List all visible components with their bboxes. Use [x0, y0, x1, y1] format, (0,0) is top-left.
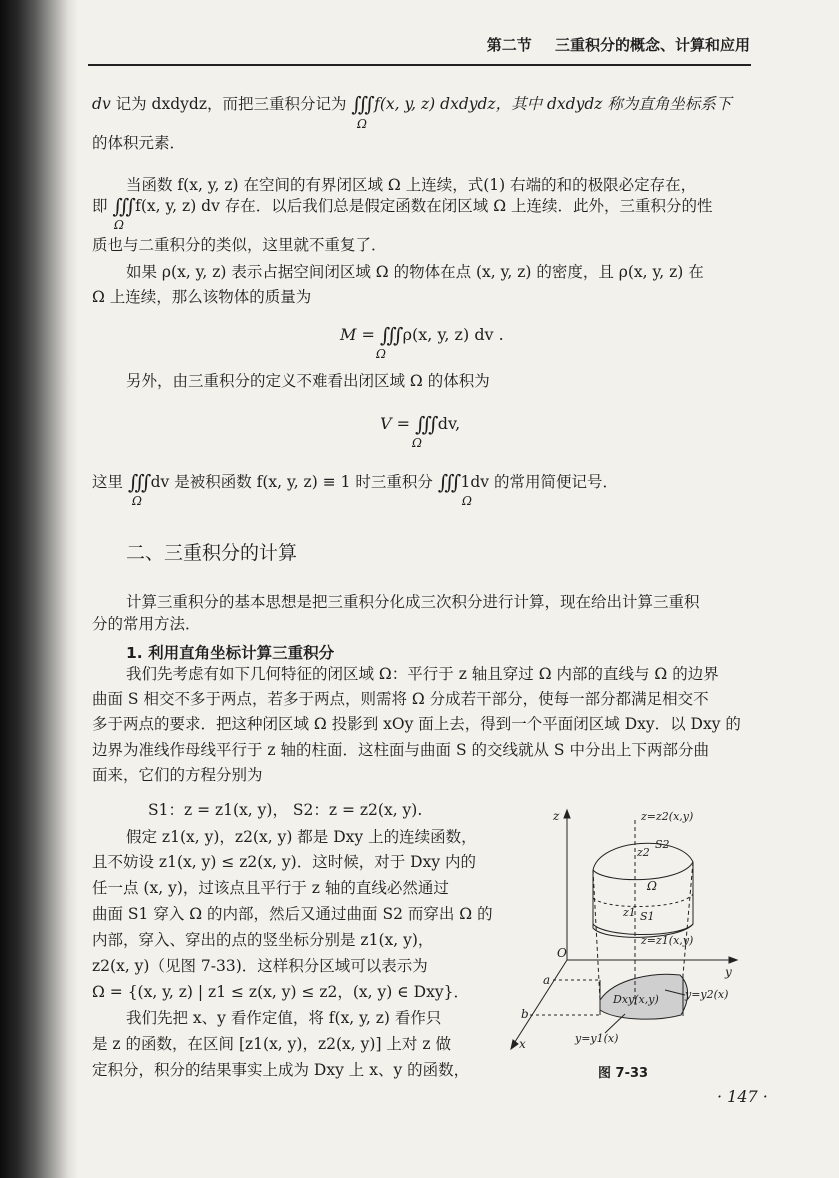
volume-formula [380, 412, 460, 436]
running-header [440, 34, 750, 55]
omega-region-label: Ω [647, 879, 657, 893]
text-fragment: dv 是被积函数 f(x, y, z) ≡ 1 时三重积分 [150, 473, 438, 491]
generator-line [683, 862, 693, 975]
text-line-q7: 假定 z1(x, y)，z2(x, y) 都是 Dxy 上的连续函数， [126, 828, 477, 846]
text-fragment: 记为 dxdydz，而把三重积分记为 [110, 95, 352, 113]
text-line-9 [92, 472, 618, 492]
text-line-q14: 我们先把 x、y 看作定值，将 f(x, y, z) 看作只 [126, 1009, 442, 1027]
bottom-surface-front [593, 924, 693, 935]
text-line-8: 另外，由三重积分的定义不难看出闭区域 Ω 的体积为 [126, 372, 490, 390]
figure-7-33 [505, 800, 755, 1070]
text-line-7: Ω 上连续，那么该物体的质量为 [92, 288, 312, 306]
text-line-q10: 曲面 S1 穿入 Ω 的内部，然后又通过曲面 S2 而穿出 Ω 的 [92, 905, 493, 923]
text-line-1 [92, 94, 731, 114]
integral-domain-label: Ω [376, 347, 386, 361]
text-line-4 [92, 196, 712, 216]
text-line-q4: 边界为准线作母线平行于 z 轴的柱面．这柱面与曲面 S 的交线就从 S 中分出上下两部分曲 [92, 741, 709, 759]
text-line-q5: 面来，它们的方程分别为 [92, 766, 263, 784]
s1-label: S1 [640, 910, 655, 923]
bottom-surface-back [593, 894, 693, 907]
integral-domain-label: Ω [412, 436, 422, 450]
z-axis-label: z [553, 809, 560, 823]
triple-integral-sign: ∭ [112, 194, 130, 218]
text-line-q12: z2(x, y)（见图 7-33)．这样积分区域可以表示为 [92, 957, 428, 975]
text-fragment: f(x, y, z) dxdydz，其中 dxdydz 称为直角坐标系下 [374, 95, 732, 113]
subsection-title: 1. 利用直角坐标计算三重积分 [126, 644, 335, 662]
x-axis-label: x [519, 1037, 526, 1051]
x-axis-arrow [511, 1040, 518, 1049]
text-line-q1: 我们先考虑有如下几何特征的闭区域 Ω：平行于 z 轴且穿过 Ω 内部的直线与 Ω 的边界 [126, 665, 719, 683]
integral-domain-label: Ω [462, 494, 472, 508]
text-fragment: 1dv 的常用简便记号． [460, 473, 618, 491]
point-b-label: b [521, 1007, 529, 1021]
y1-pointer [605, 1014, 625, 1033]
triple-integral-sign: ∭ [437, 470, 455, 494]
text-line-q16: 定积分，积分的结果事实上成为 Dxy 上 x、y 的函数， [92, 1061, 470, 1079]
volume-integrand: dv, [437, 414, 461, 433]
mass-formula [340, 323, 504, 347]
text-fragment: 即 [92, 197, 113, 215]
text-fragment: f(x, y, z) dv 存在．以后我们总是假定函数在闭区域 Ω 上连续．此外，三重积分的性 [135, 197, 713, 215]
integral-domain-label: Ω [114, 218, 124, 232]
text-line-q3: 多于两点的要求．把这种闭区域 Ω 投影到 xOy 面上去，得到一个平面闭区域 Dxy．以 Dxy 的 [92, 715, 741, 733]
mass-symbol: M = [340, 325, 380, 344]
z2-surface-label: z=z2(x,y) [641, 810, 694, 823]
y-axis-label: y [725, 965, 732, 979]
mass-integrand: ρ(x, y, z) dv . [402, 325, 504, 344]
y2-label: y=y2(x) [685, 988, 729, 1001]
text-line-q2: 曲面 S 相交不多于两点，若多于两点，则需将 Ω 分成若干部分，使每一部分都满足相交不 [92, 690, 709, 708]
z1-point-label: z1 [623, 906, 636, 919]
z-axis-arrow [564, 810, 570, 818]
text-line-q11: 内部，穿入、穿出的点的竖坐标分别是 z1(x, y)， [92, 931, 434, 949]
header-rule [88, 64, 751, 66]
top-surface-front [593, 862, 693, 880]
figure-caption: 图 7-33 [598, 1066, 649, 1081]
text-line-q15: 是 z 的函数，在区间 [z1(x, y)，z2(x, y)] 上对 z 做 [92, 1035, 451, 1053]
integral-domain-label: Ω [132, 494, 142, 508]
z1-surface-label: z=z1(x,y) [641, 934, 694, 947]
s2-label: S2 [655, 838, 670, 851]
triple-integral-sign: ∭ [379, 323, 397, 347]
y-axis-arrow [729, 957, 737, 963]
text-fragment: 这里 [92, 473, 128, 491]
page-number: · 147 · [717, 1087, 768, 1106]
section-title: 二、三重积分的计算 [126, 542, 298, 564]
header-title: 三重积分的概念、计算和应用 [554, 36, 750, 54]
dv-d: d [92, 95, 102, 113]
text-line-p1: 计算三重积分的基本思想是把三重积分化成三次积分进行计算，现在给出计算三重积 [126, 593, 700, 611]
text-line-q9: 任一点 (x, y)，过该点且平行于 z 轴的直线必然通过 [92, 879, 449, 897]
dv-v: v [101, 95, 111, 113]
text-line-5: 质也与二重积分的类似，这里就不重复了． [92, 236, 387, 254]
integral-domain-label: Ω [357, 117, 367, 131]
header-section: 第二节 [486, 36, 532, 54]
z2-point-label: z2 [637, 846, 650, 859]
point-a-label: a [543, 973, 551, 987]
text-line-2: 的体积元素． [92, 134, 186, 152]
text-line-6: 如果 ρ(x, y, z) 表示占据空间闭区域 Ω 的物体在点 (x, y, z) 的密度，且 ρ(x, y, z) 在 [126, 263, 704, 281]
triple-integral-sign: ∭ [415, 412, 432, 436]
text-line-3: 当函数 f(x, y, z) 在空间的有界闭区域 Ω 上连续，式(1) 右端的和的极限必定存在， [126, 176, 697, 194]
surface-equations: S1：z = z1(x, y)， S2：z = z2(x, y). [148, 801, 423, 819]
dxy-label: Dxy(x,y) [613, 993, 659, 1006]
x-axis-line [513, 960, 567, 1045]
triple-integral-sign: ∭ [127, 470, 145, 494]
volume-symbol: V = [380, 414, 416, 433]
text-line-q8: 且不妨设 z1(x, y) ≤ z2(x, y)．这时候，对于 Dxy 内的 [92, 853, 476, 871]
origin-label: O [557, 946, 567, 960]
region-definition: Ω = {(x, y, z) | z1 ≤ z(x, y) ≤ z2，(x, y) ∈ Dxy}． [92, 983, 469, 1001]
y1-label: y=y1(x) [575, 1032, 619, 1045]
triple-integral-sign: ∭ [351, 92, 369, 116]
text-line-p2: 分的常用方法． [92, 615, 201, 633]
